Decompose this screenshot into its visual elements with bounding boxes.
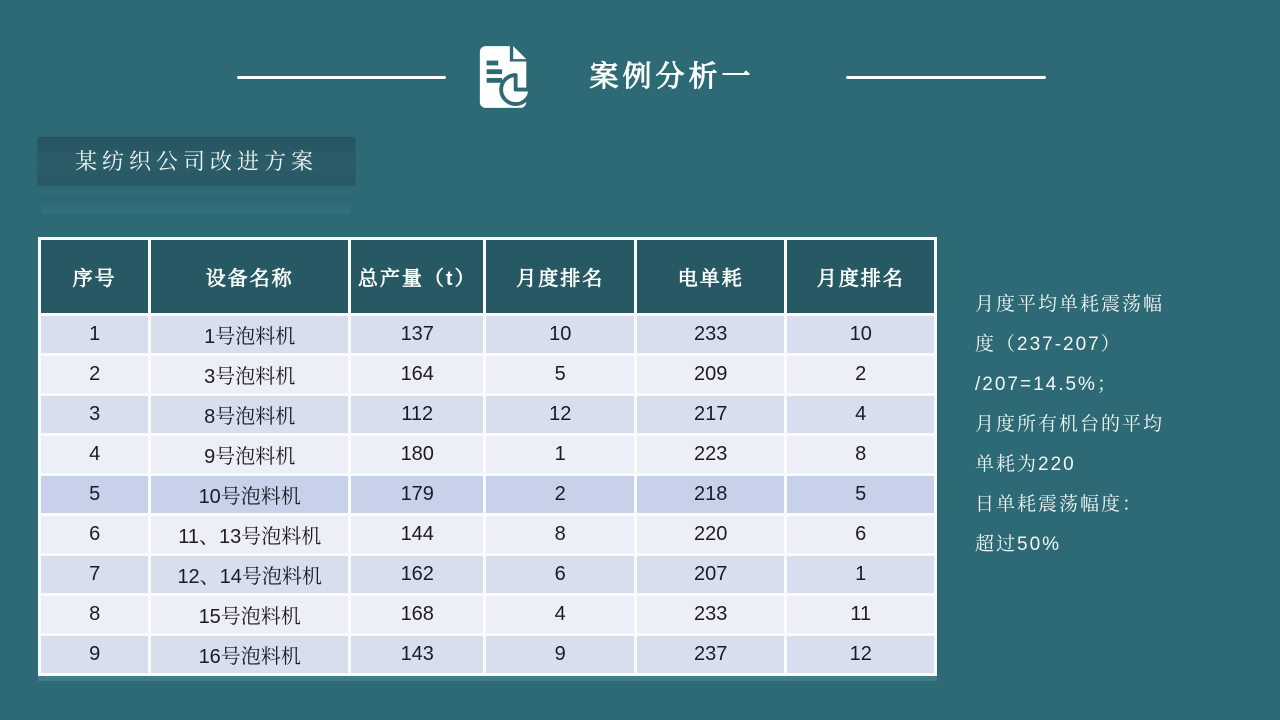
table-cell: 179 [351, 476, 483, 513]
table-cell: 1 [486, 436, 634, 473]
table-cell: 4 [486, 596, 634, 633]
table-cell: 223 [637, 436, 785, 473]
subtitle-shadow-bar [42, 197, 350, 213]
table-cell: 12 [787, 636, 934, 673]
table-cell: 209 [637, 356, 785, 393]
table-header-cell: 电单耗 [637, 240, 785, 313]
subtitle-box [38, 137, 355, 184]
table-cell: 10号泡料机 [151, 476, 348, 513]
table-cell: 9号泡料机 [151, 436, 348, 473]
table-cell: 9 [41, 636, 148, 673]
note-line: 日单耗震荡幅度： [975, 494, 1144, 515]
table-cell: 6 [41, 516, 148, 553]
table-cell: 5 [41, 476, 148, 513]
table-cell: 8号泡料机 [151, 396, 348, 433]
table-cell: 8 [787, 436, 934, 473]
table-cell: 1 [41, 316, 148, 353]
analysis-note [975, 285, 1270, 565]
table-cell: 1 [787, 556, 934, 593]
table-cell: 11 [787, 596, 934, 633]
table-cell: 164 [351, 356, 483, 393]
note-line: 月度平均单耗震荡幅 [975, 294, 1165, 315]
table-cell: 5 [787, 476, 934, 513]
slide-title: 案例分析一 [589, 61, 755, 93]
table-cell: 233 [637, 316, 785, 353]
table-cell: 10 [486, 316, 634, 353]
title-divider-left [237, 76, 446, 79]
table-header-row [41, 240, 934, 313]
table-cell: 168 [351, 596, 483, 633]
table-cell: 16号泡料机 [151, 636, 348, 673]
table-header-cell: 月度排名 [787, 240, 934, 313]
table-cell: 2 [41, 356, 148, 393]
table-cell: 5 [486, 356, 634, 393]
table-cell: 237 [637, 636, 785, 673]
note-line: 月度所有机台的平均 [975, 414, 1165, 435]
table-row [41, 316, 934, 353]
table-cell: 218 [637, 476, 785, 513]
table-cell: 233 [637, 596, 785, 633]
table-cell: 217 [637, 396, 785, 433]
note-line: 度（237-207） [975, 334, 1122, 355]
table-cell: 6 [486, 556, 634, 593]
table-cell: 10 [787, 316, 934, 353]
table-header-cell: 月度排名 [486, 240, 634, 313]
table-cell: 3号泡料机 [151, 356, 348, 393]
table-cell: 8 [41, 596, 148, 633]
table-row [41, 516, 934, 553]
table-cell: 7 [41, 556, 148, 593]
note-line: /207=14.5%； [975, 374, 1118, 395]
table-cell: 2 [787, 356, 934, 393]
table-cell: 144 [351, 516, 483, 553]
table-row [41, 476, 934, 513]
title-divider-right [846, 76, 1046, 79]
table-cell: 15号泡料机 [151, 596, 348, 633]
document-pie-chart-icon [476, 42, 534, 112]
subtitle-text: 某纺织公司改进方案 [74, 149, 318, 174]
table-row [41, 356, 934, 393]
table-cell: 162 [351, 556, 483, 593]
table-cell: 112 [351, 396, 483, 433]
table-row [41, 436, 934, 473]
table-cell: 6 [787, 516, 934, 553]
table-cell: 9 [486, 636, 634, 673]
table-cell: 2 [486, 476, 634, 513]
table-cell: 180 [351, 436, 483, 473]
equipment-table [38, 237, 937, 676]
note-line: 单耗为220 [975, 454, 1076, 475]
table-row [41, 596, 934, 633]
table-row [41, 556, 934, 593]
table-cell: 137 [351, 316, 483, 353]
note-line: 超过50% [975, 534, 1062, 555]
table-cell: 143 [351, 636, 483, 673]
equipment-table-wrap [38, 237, 937, 681]
table-cell: 11、13号泡料机 [151, 516, 348, 553]
table-cell: 220 [637, 516, 785, 553]
table-cell: 4 [41, 436, 148, 473]
table-cell: 12、14号泡料机 [151, 556, 348, 593]
table-cell: 1号泡料机 [151, 316, 348, 353]
table-row [41, 636, 934, 673]
table-header-cell: 序号 [41, 240, 148, 313]
table-header-cell: 总产量（t） [351, 240, 483, 313]
table-header-cell: 设备名称 [151, 240, 348, 313]
table-cell: 3 [41, 396, 148, 433]
table-cell: 207 [637, 556, 785, 593]
table-cell: 12 [486, 396, 634, 433]
table-row [41, 396, 934, 433]
table-cell: 8 [486, 516, 634, 553]
table-cell: 4 [787, 396, 934, 433]
